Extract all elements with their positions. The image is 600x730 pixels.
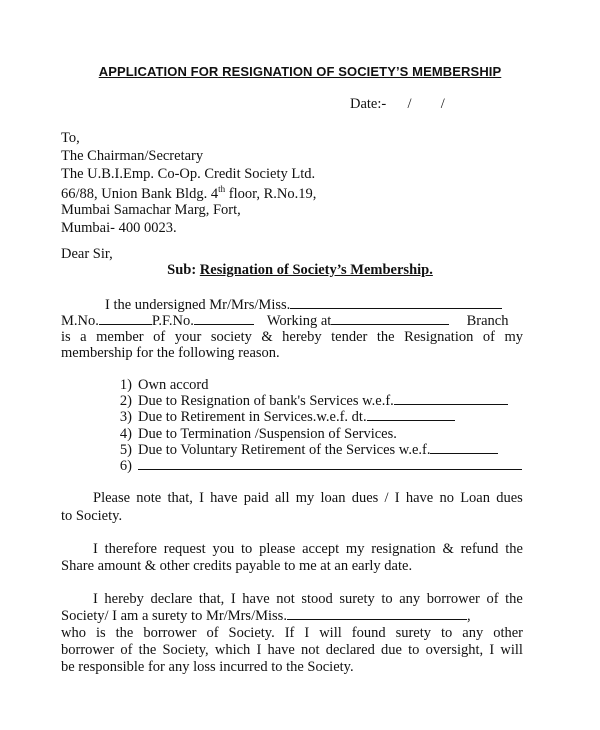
body-text: Society/ I am a surety to Mr/Mrs/Miss.: [61, 608, 287, 624]
word: no: [439, 490, 454, 506]
word: request: [163, 541, 206, 557]
ordinal-suffix: th: [218, 184, 226, 194]
reason-blank: [430, 442, 498, 454]
address-line: The U.B.I.Emp. Co-Op. Credit Society Ltd.: [61, 166, 316, 182]
word: I: [93, 591, 98, 607]
word: will: [500, 642, 523, 658]
word: other: [493, 625, 523, 641]
word: a: [80, 329, 87, 345]
date-line: [350, 96, 445, 113]
word: member: [96, 329, 144, 345]
word: accept: [302, 541, 340, 557]
reason-blank: [367, 409, 455, 421]
word: of: [153, 329, 166, 345]
word: Society.: [228, 625, 275, 641]
word: to: [441, 625, 453, 641]
body-text: Working at: [266, 313, 332, 329]
word: the: [115, 625, 134, 641]
word: Loan: [460, 490, 490, 506]
subject-line: [0, 262, 600, 279]
word: any: [462, 625, 484, 641]
body-text: M.No.: [61, 313, 99, 329]
word: all: [274, 490, 290, 506]
word: you: [212, 541, 235, 557]
word: to: [381, 591, 393, 607]
word: to: [408, 642, 420, 658]
name-blank: [290, 297, 502, 309]
word: due: [381, 642, 402, 658]
word: declare: [150, 591, 193, 607]
word: have: [267, 642, 295, 658]
address-text: 66/88, Union Bank Bldg. 4: [61, 185, 219, 202]
body-line: [61, 608, 471, 625]
word: Please: [93, 490, 131, 506]
word: surety: [395, 625, 432, 641]
word: not: [301, 642, 320, 658]
word: declared: [325, 642, 375, 658]
word: my: [345, 541, 365, 557]
reason-item: [110, 393, 508, 410]
word: will: [319, 625, 342, 641]
word: who: [61, 625, 86, 641]
word: of: [482, 329, 495, 345]
word: have: [242, 591, 270, 607]
word: borrower: [143, 625, 197, 641]
body-line: Share amount & other credits payable to me at an early date.: [61, 558, 413, 574]
word: I: [394, 490, 400, 506]
word: borrower: [61, 642, 115, 658]
word: tender: [331, 329, 368, 345]
branch-blank: [331, 313, 449, 325]
word: Society,: [162, 642, 209, 658]
mno-blank: [99, 313, 152, 325]
word: have: [405, 490, 434, 506]
word: my: [504, 329, 523, 345]
body-line: be responsible for any loss incurred to the Society.: [61, 659, 354, 675]
word: I: [256, 642, 262, 658]
word: Resignation: [404, 329, 474, 345]
subject-label: Sub:: [167, 262, 200, 278]
reason-text: Due to Termination /Suspension of Services.: [138, 426, 397, 442]
date-separator: /: [440, 96, 445, 112]
word: society: [210, 329, 252, 345]
reason-item: [110, 409, 455, 426]
word: the: [505, 591, 523, 607]
reason-item: [110, 377, 208, 394]
word: oversight,: [425, 642, 484, 658]
body-text: P.F.No.: [151, 313, 194, 329]
word: of: [206, 625, 219, 641]
word: therefore: [104, 541, 157, 557]
word: I: [93, 541, 98, 557]
pfno-blank: [194, 313, 254, 325]
body-line: [105, 297, 502, 314]
title-text: APPLICATION FOR RESIGNATION OF SOCIETY’S MEMBERSHIP: [98, 64, 502, 79]
word: resignation: [371, 541, 436, 557]
body-text: I the undersigned Mr/Mrs/Miss.: [105, 297, 291, 313]
address-line: Mumbai- 400 0023.: [61, 220, 177, 236]
word: I: [304, 625, 310, 641]
word: is: [61, 329, 71, 345]
word: my: [295, 490, 315, 506]
reason-number: 1): [119, 377, 132, 393]
word: refund: [460, 541, 499, 557]
body-line: to Society.: [61, 508, 123, 524]
word: that,: [198, 591, 225, 607]
body-line: [93, 490, 523, 507]
address-text: floor, R.No.19,: [225, 185, 317, 202]
body-line: [93, 541, 523, 558]
word: dues: [496, 490, 523, 506]
word: the: [376, 329, 395, 345]
word: &: [261, 329, 273, 345]
word: any: [399, 591, 421, 607]
address-to: To,: [61, 130, 80, 146]
word: of: [120, 642, 133, 658]
date-label: Date:-: [350, 96, 387, 112]
word: &: [442, 541, 454, 557]
reason-number: 5): [119, 442, 132, 458]
word: I: [199, 490, 204, 506]
subject-text: Resignation of Society’s Membership.: [199, 262, 433, 278]
reason-number: 3): [119, 409, 132, 425]
reason-text: Due to Retirement in Services.w.e.f. dt.: [138, 409, 367, 425]
word: I: [489, 642, 495, 658]
body-text: Branch: [466, 313, 509, 329]
word: to: [240, 541, 253, 557]
word: If: [284, 625, 295, 641]
word: hereby: [282, 329, 322, 345]
address-line: The Chairman/Secretary: [61, 148, 204, 164]
word: surety: [339, 591, 375, 607]
body-line: [61, 329, 523, 346]
body-line: [61, 313, 523, 330]
word: borrower: [426, 591, 480, 607]
date-separator: /: [407, 96, 412, 112]
document-title: [0, 64, 600, 79]
word: the: [138, 642, 157, 658]
reason-text: Own accord: [138, 377, 209, 393]
word: I: [230, 591, 236, 607]
word: of: [486, 591, 499, 607]
word: hereby: [104, 591, 144, 607]
word: the: [505, 541, 523, 557]
word: paid: [243, 490, 269, 506]
word: loan: [320, 490, 346, 506]
reason-item: [110, 426, 397, 443]
word: not: [276, 591, 295, 607]
word: note: [136, 490, 162, 506]
word: please: [259, 541, 296, 557]
reason-number: 2): [119, 393, 132, 409]
word: your: [174, 329, 202, 345]
body-line: [93, 591, 523, 608]
word: found: [351, 625, 386, 641]
word: stood: [301, 591, 333, 607]
reason-number: 4): [119, 426, 132, 442]
reason-text: Due to Voluntary Retirement of the Services w.e.f.: [138, 442, 431, 458]
body-line: [61, 642, 523, 659]
reason-blank: [394, 393, 508, 405]
reason-number: 6): [119, 458, 132, 474]
surety-name-blank: [287, 608, 467, 620]
body-line: membership for the following reason.: [61, 345, 280, 361]
word: is: [95, 625, 106, 641]
word: which: [214, 642, 251, 658]
body-line: [61, 625, 523, 642]
word: that,: [167, 490, 193, 506]
word: dues: [351, 490, 379, 506]
address-line: Mumbai Samachar Marg, Fort,: [61, 202, 241, 218]
reason-item: [110, 458, 522, 475]
reason-item: [110, 442, 498, 459]
reason-blank: [138, 458, 522, 470]
body-text: ,: [466, 608, 471, 624]
address-line: [61, 184, 316, 203]
salutation: Dear Sir,: [61, 246, 113, 262]
word: /: [384, 490, 389, 506]
word: have: [210, 490, 238, 506]
reason-text: Due to Resignation of bank's Services w.e.f.: [138, 393, 394, 409]
